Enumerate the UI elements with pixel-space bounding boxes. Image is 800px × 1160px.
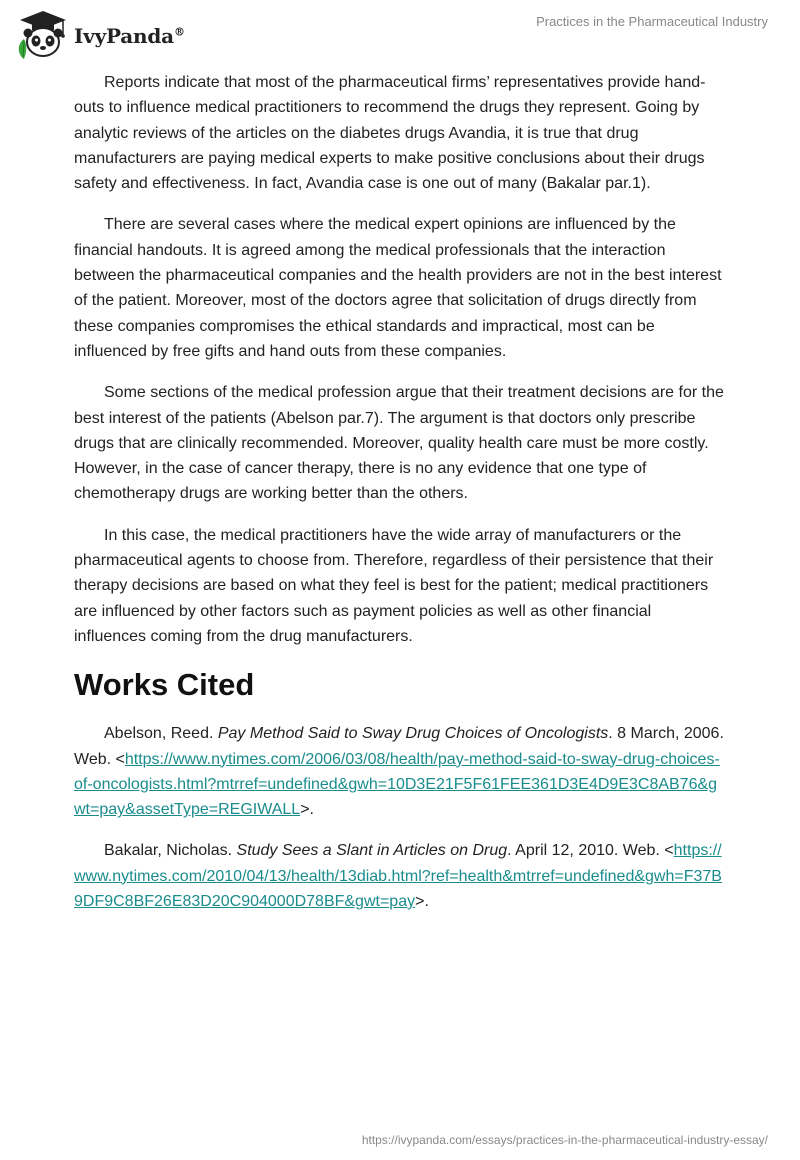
citation-end: >. <box>415 893 429 911</box>
citation-title: Study Sees a Slant in Articles on Drug <box>236 842 508 860</box>
citation-link[interactable]: https://www.nytimes.com/2010/04/13/health/13diab.html?ref=health&mtrref=undefined&gwh=F37B9DF9C8BF26E83D20C904000D78BF&gwt=pay <box>74 842 722 911</box>
panda-graduate-icon <box>14 9 72 61</box>
ivypanda-logo[interactable] <box>14 9 185 61</box>
running-title: Practices in the Pharmaceutical Industry <box>536 14 768 29</box>
citation-end: >. <box>300 801 314 819</box>
citation-title: Pay Method Said to Sway Drug Choices of Oncologists <box>217 725 609 743</box>
body-paragraph: There are several cases where the medical expert opinions are influenced by the financial handouts. It is agreed among the medical professionals that the interaction between the pharmaceutical companies and the health providers are not in the best interest of the patient. Moreover, most of the doctors agree that solicitation of drugs directly from these companies compromises the ethical standards and impractical, most can be influenced by free gifts and hand outs from these companies. <box>74 216 722 360</box>
logo-wordmark: IvyPanda® <box>74 24 185 48</box>
body-paragraph: Some sections of the medical profession argue that their treatment decisions are for the best interest of the patients (Abelson par.7). The argument is that doctors only prescribe drugs that are clinically recommended. Moreover, quality health care must be more costly. However, in the case of cancer therapy, there is no any evidence that one type of chemotherapy drugs are working better than the others. <box>74 384 724 503</box>
essay-content <box>74 70 724 930</box>
works-cited-heading: Works Cited <box>74 667 255 703</box>
footer-source-url: https://ivypanda.com/essays/practices-in-the-pharmaceutical-industry-essay/ <box>361 1133 768 1147</box>
citation-details: . April 12, 2010. Web. < <box>507 842 674 860</box>
body-paragraph: Reports indicate that most of the pharmaceutical firms’ representatives provide hand-outs to influence medical practitioners to recommend the drugs they represent. Going by analytic reviews of the articles on the diabetes drugs Avandia, it is true that drug manufacturers are paying medical experts to make positive conclusions about their drugs safety and effectiveness. In fact, Avandia case is one out of many (Bakalar par.1). <box>74 74 706 193</box>
page-header <box>0 0 800 66</box>
citation-details: . 8 March, 2006. Web. < <box>74 725 724 768</box>
citation-bakalar <box>74 838 724 914</box>
citation-abelson <box>74 721 724 822</box>
citation-author: Bakalar, Nicholas. <box>104 842 237 860</box>
body-paragraph: In this case, the medical practitioners have the wide array of manufacturers or the pharmaceutical agents to choose from. Therefore, regardless of their persistence that their therapy decisions are based on what they feel is best for the patient; medical practitioners are influenced by other factors such as payment policies as well as other financial influences coming from the drug manufacturers. <box>74 526 714 645</box>
citation-link[interactable]: https://www.nytimes.com/2006/03/08/health/pay-method-said-to-sway-drug-choices-of-oncologists.html?mtrref=undefined&gwh=10D3E21F5F61FEE361D3E4D9E3C8AB76&gwt=pay&assetType=REGIWALL <box>74 750 720 819</box>
citation-author: Abelson, Reed. <box>104 725 218 743</box>
